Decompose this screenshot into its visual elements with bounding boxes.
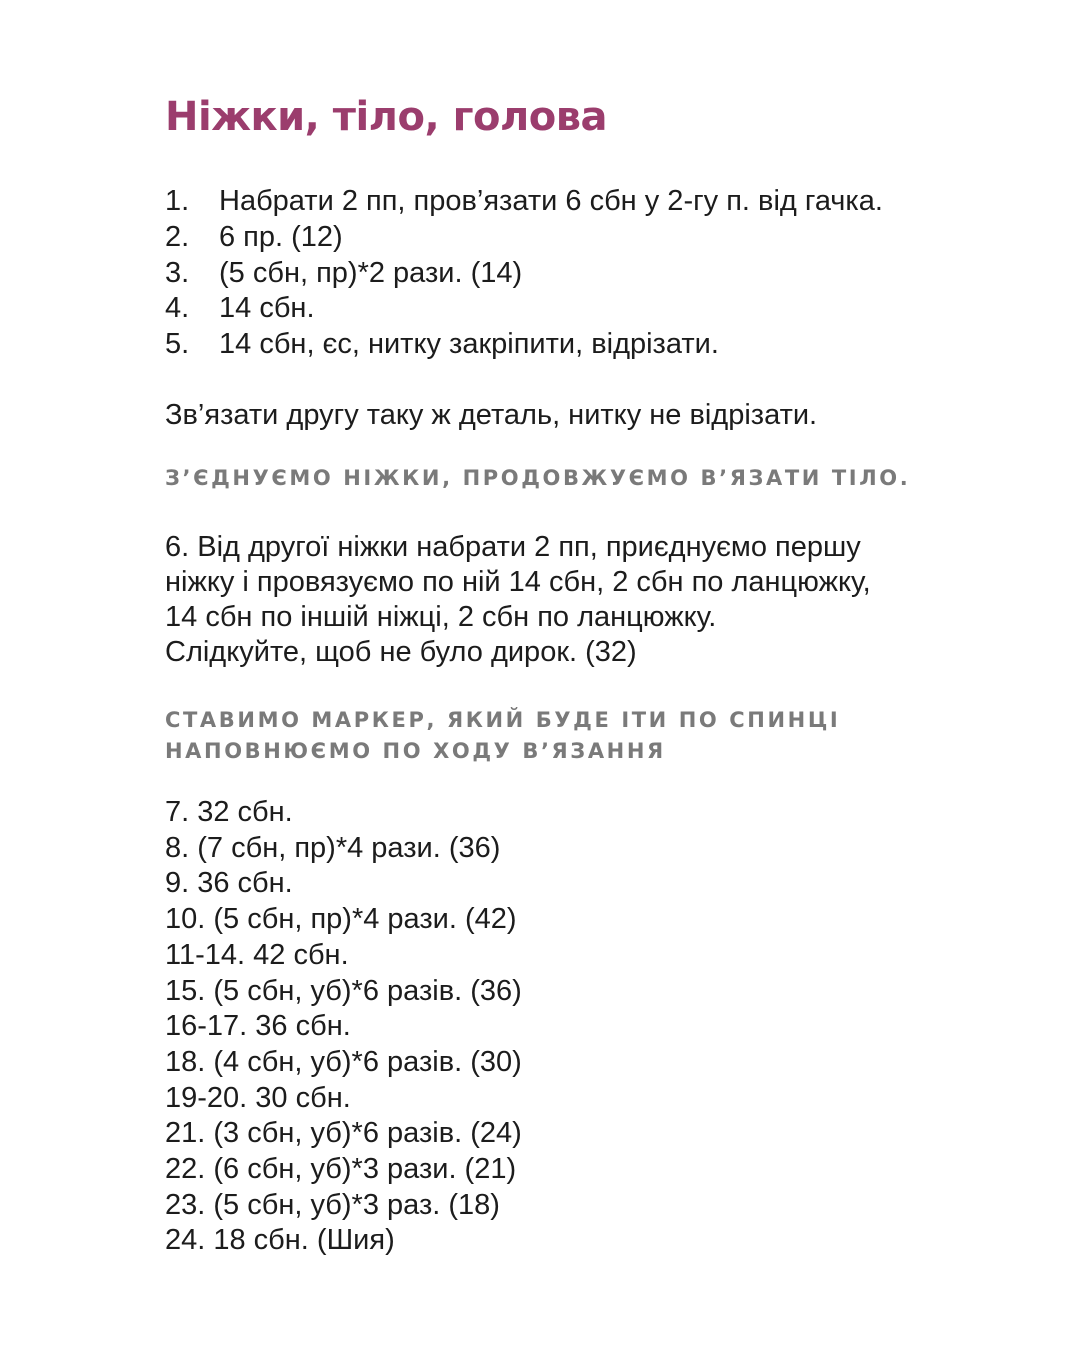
marker-heading: [165, 705, 840, 767]
step-number: 5.: [165, 328, 190, 361]
list-item: 21. (3 сбн, уб)*6 разів. (24): [165, 1117, 522, 1150]
list-item: [165, 256, 883, 292]
list-item: 18. (4 сбн, уб)*6 разів. (30): [165, 1045, 522, 1078]
row6-line: ніжку і провязуємо по ній 14 сбн, 2 сбн по ланцюжку,: [165, 566, 871, 598]
list-item: 8. (7 сбн, пр)*4 рази. (36): [165, 831, 501, 864]
step-text: 14 сбн, єс, нитку закріпити, відрізати.: [219, 328, 719, 361]
page-title: Ніжки, тіло, голова: [165, 94, 608, 140]
list-item: 10. (5 сбн, пр)*4 рази. (42): [165, 903, 517, 936]
marker-heading-line: НАПОВНЮЄМО ПО ХОДУ В’ЯЗАННЯ: [165, 739, 666, 763]
step-number: 4.: [165, 292, 190, 325]
body-rows-list: [165, 795, 522, 1259]
list-item: 9. 36 сбн.: [165, 867, 293, 900]
list-item: [165, 291, 883, 327]
join-legs-heading: З’ЄДНУЄМО НІЖКИ, ПРОДОВЖУЄМО В’ЯЗАТИ ТІЛО.: [165, 466, 911, 490]
step-text: Набрати 2 пп, пров’язати 6 сбн у 2-гу п. від гачка.: [219, 185, 883, 217]
list-item: 22. (6 сбн, уб)*3 рази. (21): [165, 1153, 517, 1186]
list-item: 16-17. 36 сбн.: [165, 1010, 351, 1043]
step-number: 3.: [165, 256, 190, 289]
row6-instructions: [165, 530, 871, 670]
legs-steps-list: [165, 184, 883, 363]
row6-line: 14 сбн по іншій ніжці, 2 сбн по ланцюжку.: [165, 601, 717, 633]
list-item: [165, 220, 883, 256]
step-number: 1.: [165, 185, 190, 217]
row6-line: 6. Від другої ніжки набрати 2 пп, приєднуємо першу: [165, 531, 861, 563]
list-item: 24. 18 сбн. (Шия): [165, 1224, 395, 1257]
list-item: [165, 327, 883, 363]
second-detail-note: Зв’язати другу таку ж деталь, нитку не відрізати.: [165, 399, 818, 431]
list-item: [165, 184, 883, 220]
list-item: 19-20. 30 сбн.: [165, 1081, 351, 1114]
step-text: 6 пр. (12): [219, 220, 343, 253]
list-item: 15. (5 сбн, уб)*6 разів. (36): [165, 974, 522, 1007]
step-text: 14 сбн.: [219, 292, 315, 325]
list-item: 11-14. 42 сбн.: [165, 938, 349, 971]
row6-line: Слідкуйте, щоб не було дирок. (32): [165, 636, 637, 668]
step-text: (5 сбн, пр)*2 рази. (14): [219, 256, 523, 289]
list-item: 7. 32 сбн.: [165, 796, 293, 828]
step-number: 2.: [165, 220, 190, 253]
marker-heading-line: СТАВИМО МАРКЕР, ЯКИЙ БУДЕ ІТИ ПО СПИНЦІ: [165, 708, 841, 732]
list-item: 23. (5 сбн, уб)*3 раз. (18): [165, 1188, 500, 1221]
